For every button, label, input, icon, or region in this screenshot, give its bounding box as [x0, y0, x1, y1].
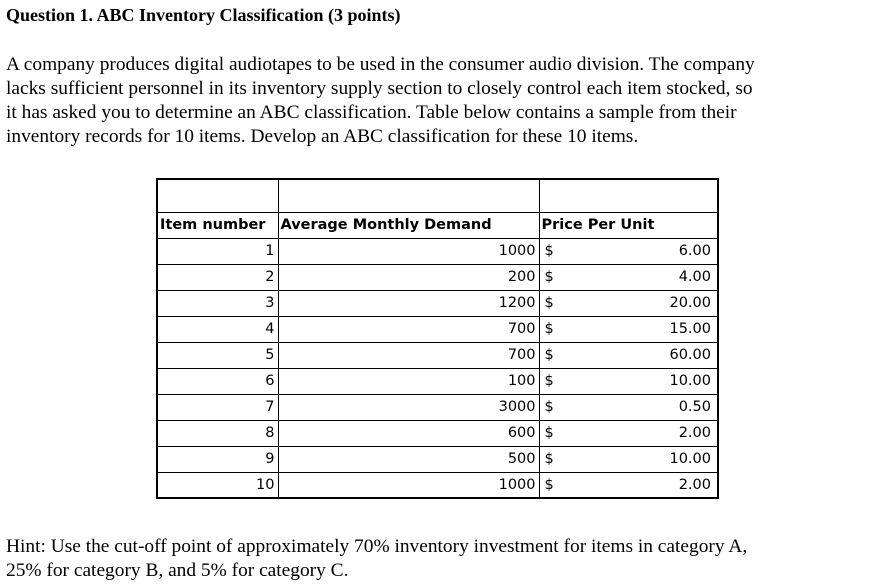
cell-average-monthly-demand: 700 — [278, 316, 539, 342]
cell-average-monthly-demand: 100 — [278, 368, 539, 394]
cell-item-number: 10 — [157, 472, 278, 498]
cell-item-number: 8 — [157, 420, 278, 446]
cell-item-number: 5 — [157, 342, 278, 368]
cell-price-per-unit: 15.00 — [567, 316, 718, 342]
cell-average-monthly-demand: 1000 — [278, 238, 539, 264]
paragraph-line: inventory records for 10 items. Develop an ABC classification for these 10 items. — [6, 126, 639, 147]
question-title: Question 1. ABC Inventory Classification (3 points) — [6, 5, 401, 25]
cell-item-number: 7 — [157, 394, 278, 420]
table-row — [157, 316, 718, 342]
table-row — [157, 420, 718, 446]
cell-item-number: 1 — [157, 238, 278, 264]
cell-currency-symbol: $ — [539, 264, 567, 290]
cell-average-monthly-demand: 1200 — [278, 290, 539, 316]
cell-price-per-unit: 0.50 — [567, 394, 718, 420]
cell-average-monthly-demand: 200 — [278, 264, 539, 290]
cell-average-monthly-demand: 600 — [278, 420, 539, 446]
cell-currency-symbol: $ — [539, 368, 567, 394]
cell-price-per-unit: 2.00 — [567, 420, 718, 446]
cell-currency-symbol: $ — [539, 420, 567, 446]
header-item-number: Item number — [157, 212, 278, 238]
cell-currency-symbol: $ — [539, 472, 567, 498]
table-row — [157, 394, 718, 420]
cell-price-per-unit: 10.00 — [567, 446, 718, 472]
cell-item-number: 2 — [157, 264, 278, 290]
table-row — [157, 342, 718, 368]
header-price-per-unit: Price Per Unit — [539, 212, 718, 238]
header-average-monthly-demand: Average Monthly Demand — [278, 212, 539, 238]
cell-currency-symbol: $ — [539, 394, 567, 420]
cell-item-number: 4 — [157, 316, 278, 342]
hint-line: 25% for category B, and 5% for category C. — [6, 560, 349, 581]
problem-paragraph — [6, 53, 866, 149]
cell-currency-symbol: $ — [539, 342, 567, 368]
table-row — [157, 368, 718, 394]
cell-currency-symbol: $ — [539, 446, 567, 472]
hint-text — [6, 535, 866, 583]
cell-item-number: 6 — [157, 368, 278, 394]
cell-price-per-unit: 6.00 — [567, 238, 718, 264]
table-row — [157, 472, 718, 498]
cell-currency-symbol: $ — [539, 290, 567, 316]
cell-item-number: 3 — [157, 290, 278, 316]
table-row — [157, 290, 718, 316]
cell-average-monthly-demand: 1000 — [278, 472, 539, 498]
cell-currency-symbol: $ — [539, 316, 567, 342]
cell-price-per-unit: 4.00 — [567, 264, 718, 290]
table-header-row — [157, 212, 718, 238]
hint-line: Hint: Use the cut-off point of approximately 70% inventory investment for items in category A, — [6, 536, 748, 557]
cell-price-per-unit: 10.00 — [567, 368, 718, 394]
cell-price-per-unit: 20.00 — [567, 290, 718, 316]
cell-item-number: 9 — [157, 446, 278, 472]
paragraph-line: it has asked you to determine an ABC classification. Table below contains a sample from their — [6, 102, 737, 123]
inventory-table — [156, 178, 717, 499]
paragraph-line: lacks sufficient personnel in its inventory supply section to closely control each item stocked, so — [6, 78, 753, 99]
cell-average-monthly-demand: 3000 — [278, 394, 539, 420]
cell-average-monthly-demand: 500 — [278, 446, 539, 472]
table-row — [157, 446, 718, 472]
paragraph-line: A company produces digital audiotapes to be used in the consumer audio division. The company — [6, 54, 755, 75]
cell-price-per-unit: 60.00 — [567, 342, 718, 368]
cell-average-monthly-demand: 700 — [278, 342, 539, 368]
cell-price-per-unit: 2.00 — [567, 472, 718, 498]
cell-currency-symbol: $ — [539, 238, 567, 264]
table-row — [157, 238, 718, 264]
table-row — [157, 264, 718, 290]
table-blank-row — [157, 179, 718, 212]
